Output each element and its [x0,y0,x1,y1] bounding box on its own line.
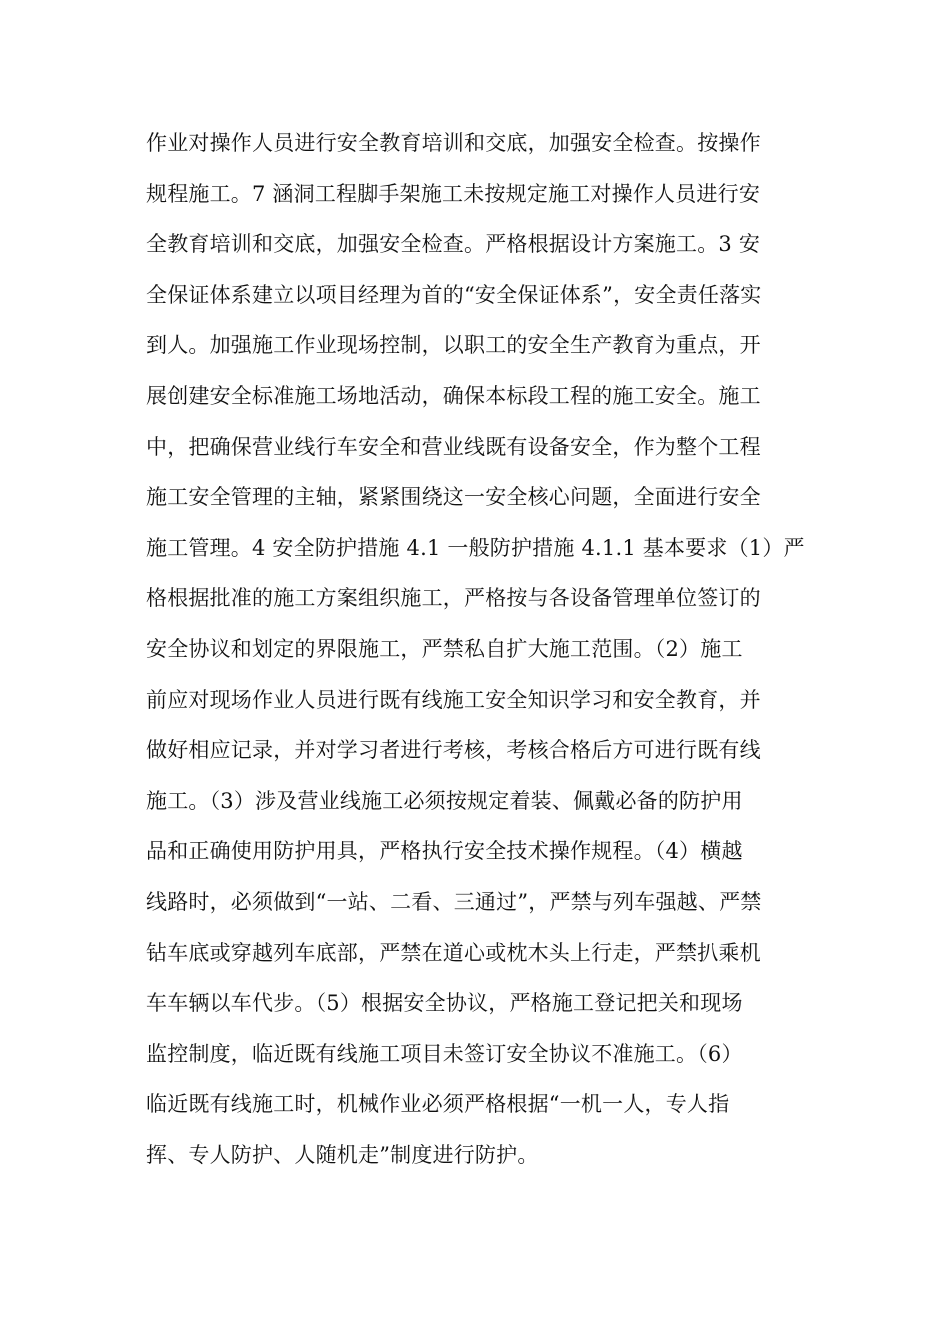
text-line: 全教育培训和交底，加强安全检查。严格根据设计方案施工。3 安 [146,232,761,257]
text-line: 品和正确使用防护用具，严格执行安全技术操作规程。（4）横越 [146,839,743,864]
text-line: 施工安全管理的主轴，紧紧围绕这一安全核心问题，全面进行安全 [146,485,761,510]
text-line: 格根据批准的施工方案组织施工，严格按与各设备管理单位签订的 [146,586,761,611]
text-line: 到人。加强施工作业现场控制，以职工的安全生产教育为重点，开 [146,333,761,358]
text-line: 规程施工。7 涵洞工程脚手架施工未按规定施工对操作人员进行安 [146,181,761,206]
text-line: 监控制度，临近既有线施工项目未签订安全协议不准施工。（6） [146,1041,743,1066]
text-line: 施工。（3）涉及营业线施工必须按规定着装、佩戴必备的防护用 [146,788,743,813]
body-text [146,118,826,1180]
text-line: 挥、专人防护、人随机走”制度进行防护。 [146,1142,539,1167]
text-line: 施工管理。4 安全防护措施 4.1 一般防护措施 4.1.1 基本要求（1）严 [146,535,805,560]
text-line: 全保证体系建立以项目经理为首的“安全保证体系”，安全责任落实 [146,282,762,307]
text-line: 展创建安全标准施工场地活动，确保本标段工程的施工安全。施工 [146,383,761,408]
text-line: 作业对操作人员进行安全教育培训和交底，加强安全检查。按操作 [146,131,761,155]
text-line: 做好相应记录，并对学习者进行考核，考核合格后方可进行既有线 [146,738,761,763]
text-line: 车车辆以车代步。（5）根据安全协议，严格施工登记把关和现场 [146,991,743,1016]
text-line: 钻车底或穿越列车底部，严禁在道心或枕木头上行走，严禁扒乘机 [146,940,761,965]
text-line: 中，把确保营业线行车安全和营业线既有设备安全，作为整个工程 [146,434,761,459]
text-line: 线路时，必须做到“一站、二看、三通过”，严禁与列车强越、严禁 [146,889,762,914]
text-line: 安全协议和划定的界限施工，严禁私自扩大施工范围。（2）施工 [146,636,743,661]
text-line: 前应对现场作业人员进行既有线施工安全知识学习和安全教育，并 [146,687,761,712]
text-line: 临近既有线施工时，机械作业必须严格根据“一机一人，专人指 [146,1092,730,1117]
